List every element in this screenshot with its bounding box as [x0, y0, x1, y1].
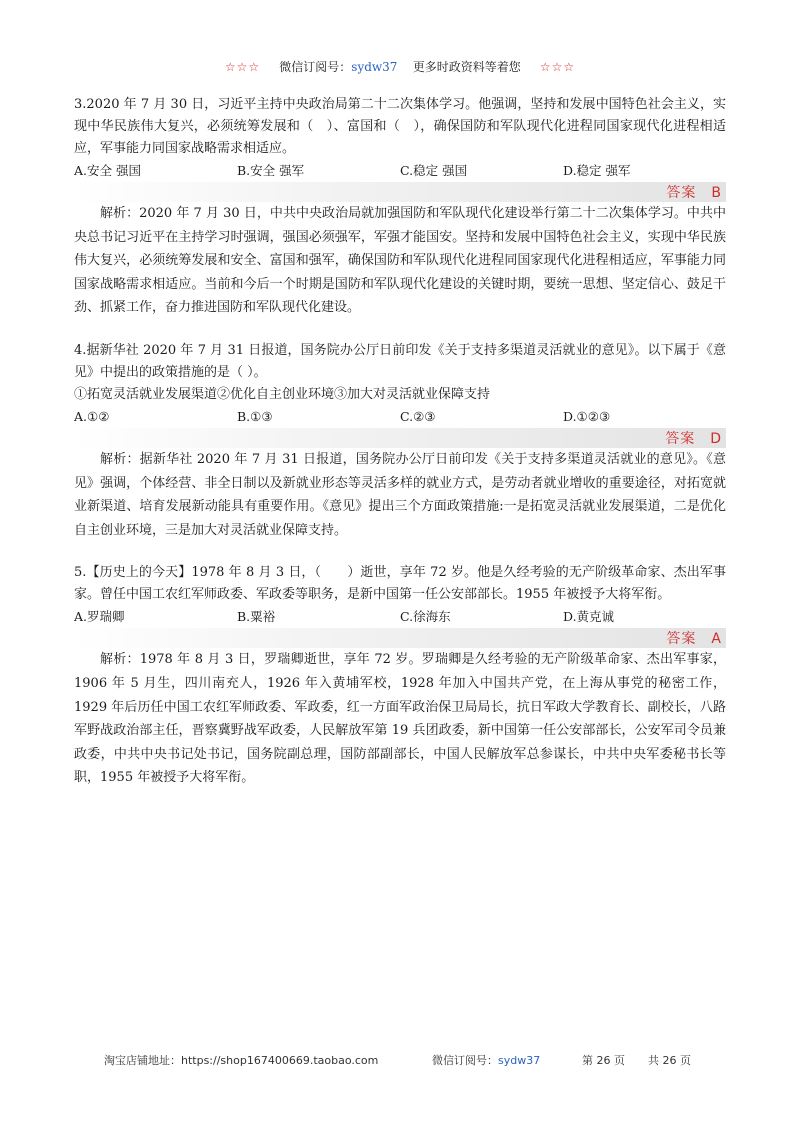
option-d: D.稳定 强军: [563, 163, 631, 178]
header-slogan: 更多时政资料等着您: [412, 60, 521, 74]
options-row: [74, 406, 726, 428]
shop-link[interactable]: 淘宝店铺地址：https://shop167400669.taobao.com: [104, 1054, 379, 1067]
option-a: A.罗瑞卿: [74, 609, 125, 625]
answer-label: 答案 A: [666, 631, 722, 648]
question-4: [74, 340, 726, 542]
option-c: C.稳定 强国: [400, 163, 468, 178]
explanation: 解析：据新华社 2020 年 7 月 31 日报道，国务院办公厅日前印发《关于支持多渠道灵活就业的意见》。《意见》强调，个体经营、非全日制以及新就业形态等灵活多样的就业方式，是劳动者就业增收的重要途径，对拓宽就业新渠道、培育发展新动能具有重要作用。《意见》提出三个方面政策措施:一是拓宽灵活就业发展渠道，二是优化自主创业环境，三是加大对灵活就业保障支持。: [74, 451, 726, 538]
question-list: [74, 94, 726, 810]
answer-bar: [74, 428, 726, 448]
explanation: 解析：2020 年 7 月 30 日，中共中央政治局就加强国防和军队现代化建设举行第二十二次集体学习。中共中央总书记习近平在主持学习时强调，强国必须强军，军强才能国安。坚持和发展中国特色社会主义，实现中华民族伟大复兴，必须统筹发展和安全、富国和强军，确保国防和军队现代化进程同国家现代化进程相适应，军事能力同国家战略需求相适应。当前和今后一个时期是国防和军队现代化建设的关键时期，要统一思想、坚定信心、鼓足干劲、抓紧工作，奋力推进国防和军队现代化建设。: [74, 206, 726, 316]
page-total: 共 26 页: [648, 1054, 691, 1067]
question-3: [74, 94, 726, 320]
question-stem: 5.【历史上的今天】1978 年 8 月 3 日，（ ）逝世，享年 72 岁。他是久经考验的无产阶级革命家、杰出军事家。曾任中国工农红军师政委、军政委等职务，是新中国第一任公安部部长。1955 年被授予大将军衔。: [74, 565, 726, 603]
answer-bar: [74, 628, 726, 648]
footer-wechat-account: sydw37: [498, 1054, 541, 1067]
question-statements: ①拓宽灵活就业发展渠道②优化自主创业环境③加大对灵活就业保障支持: [74, 386, 491, 402]
option-c: C.徐海东: [400, 609, 451, 625]
explanation: 解析：1978 年 8 月 3 日，罗瑞卿逝世，享年 72 岁。罗瑞卿是久经考验的无产阶级革命家、杰出军事家，1906 年 5 月生，四川南充人，1926 年入黄埔军校，1928 年加入中国共产党，在上海从事党的秘密工作，1929 年后历任中国工农红军师政委、军政委，红一方面军政治保卫局局长，抗日军政大学教育长、副校长，八路军野战政治部主任，晋察冀野战军政委，人民解放军第 19 兵团政委，新中国第一任公安部部长，公安军司令员兼政委，中共中央书记处书记，国务院副总理，国防部副部长，中国人民解放军总参谋长，中共中央军委秘书长等职，1955 年被授予大将军衔。: [74, 652, 726, 786]
option-a: A.安全 强国: [74, 163, 141, 178]
option-b: B.①③: [237, 408, 273, 424]
answer-label: 答案 B: [666, 185, 722, 201]
option-d: D.①②③: [563, 408, 611, 424]
page-number: 第 26 页: [582, 1054, 625, 1067]
option-a: A.①②: [74, 408, 110, 424]
header-account: sydw37: [351, 60, 398, 74]
answer-bar: [74, 182, 726, 202]
options-row: [74, 160, 726, 182]
answer-label: 答案 D: [665, 430, 722, 447]
page-header: [0, 58, 800, 75]
question-stem: 3.2020 年 7 月 30 日，习近平主持中央政治局第二十二次集体学习。他强调，坚持和发展中国特色社会主义，实现中华民族伟大复兴，必须统筹发展和（ ）、富国和（ ），确保国防和军队现代化进程同国家现代化进程相适应，军事能力同国家战略需求相适应。: [74, 97, 726, 156]
question-5: [74, 562, 726, 790]
option-b: B.粟裕: [237, 609, 276, 625]
question-stem: 4.据新华社 2020 年 7 月 31 日报道，国务院办公厅日前印发《关于支持多渠道灵活就业的意见》。以下属于《意见》中提出的政策措施的是（ ）。: [74, 342, 726, 380]
header-label: 微信订阅号：: [279, 60, 352, 74]
header-stars-left: ☆☆☆: [224, 60, 261, 74]
option-c: C.②③: [400, 408, 436, 424]
option-d: D.黄克诚: [563, 609, 615, 625]
footer-wechat: [432, 1052, 540, 1068]
header-stars-right: ☆☆☆: [539, 60, 576, 74]
options-row: [74, 606, 726, 628]
option-b: B.安全 强军: [237, 163, 305, 178]
footer-wechat-label: 微信订阅号：: [432, 1054, 498, 1067]
